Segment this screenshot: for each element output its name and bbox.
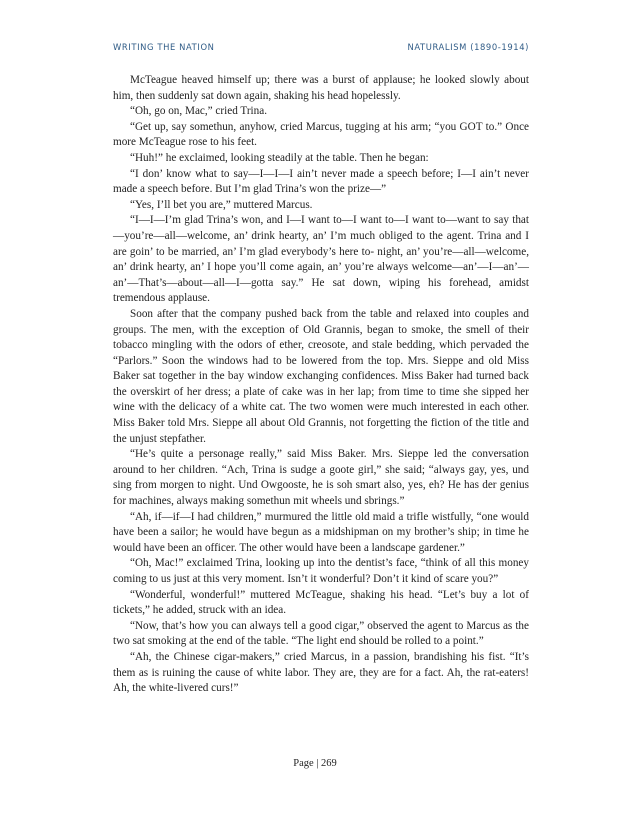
paragraph: “I don’ know what to say—I—I—I ain’t never made a speech before; I—I ain’t never made a speech before. But I’m glad Trina’s won the prize—” xyxy=(113,167,529,196)
paragraph: “Ah, if—if—I had children,” murmured the little old maid a trifle wistfully, “one would have been a sailor; he would have begun as a midshipman on my brother’s ship; in time he would have been an officer. The other would have been a landscape gardener.” xyxy=(113,510,529,554)
paragraph: “Ah, the Chinese cigar-makers,” cried Marcus, in a passion, brandishing his fist. “It’s them as is ruining the cause of white labor. They are, they are for a fact. Ah, the rat-eaters! Ah, the white-livered curs!” xyxy=(113,650,529,695)
header-book-title: WRITING THE NATION xyxy=(113,42,215,52)
running-header xyxy=(113,42,529,54)
body-text xyxy=(113,73,529,697)
paragraph: “He’s quite a personage really,” said Miss Baker. Mrs. Sieppe led the conversation around to her children. “Ach, Trina is sudge a goote girl,” she said; “always gay, yes, und sing from morgen to night. Und Owgooste, he is soh smart also, yes, eh? He has der genius for machines, always making somethun mit wheels und sbrings.” xyxy=(113,448,529,508)
paragraph: “Get up, say somethun, anyhow, cried Marcus, tugging at his arm; “you GOT to.” Once more McTeague rose to his feet. xyxy=(113,120,529,149)
paragraph: Soon after that the company pushed back from the table and relaxed into couples and groups. The men, with the exception of Old Grannis, began to smoke, the smell of their tobacco mingling with the odors of ether, creosote, and stale bedding, which pervaded the “Parlors.” Soon the windows had to be lowered from the top. Mrs. Sieppe and old Miss Baker sat together in the bay window exchanging confidences. Miss Baker had turned back the overskirt of her dress; a plate of cake was in her lap; from time to time she sipped her wine with the delicacy of a white cat. The two women were much interested in each other. Miss Baker told Mrs. Sieppe all about Old Grannis, not forgetting the fiction of the title and the unjust stepfather. xyxy=(113,307,529,445)
paragraph: “Oh, go on, Mac,” cried Trina. xyxy=(130,105,268,118)
paragraph: “Now, that’s how you can always tell a good cigar,” observed the agent to Marcus as the two sat smoking at the end of the table. “The light end should be rolled to a point.” xyxy=(113,619,529,648)
paragraph: “Yes, I’ll bet you are,” muttered Marcus. xyxy=(130,198,313,211)
paragraph: McTeague heaved himself up; there was a burst of applause; he looked slowly about him, then suddenly sat down again, shaking his head hopelessly. xyxy=(113,74,529,102)
header-section-title: NATURALISM (1890-1914) xyxy=(407,42,529,52)
page-number: Page | 269 xyxy=(293,758,337,769)
paragraph: “I—I—I’m glad Trina’s won, and I—I want to—I want to—I want to—want to say that—you’re—all—welcome, an’ drink hearty, an’ I’m much obliged to the agent. Trina and I are goin’ to be married, an’ I’m glad everybody’s here to- night, an’ you’re—all—welcome, an’ drink hearty, an’ I hope you’ll come again, an’ you’re always welcome—an’—I—an’—an’—That’s—about—all—I—gotta say.” He sat down, wiping his forehead, amidst tremendous applause. xyxy=(113,214,529,305)
paragraph: “Wonderful, wonderful!” muttered McTeague, shaking his head. “Let’s buy a lot of tickets,” he added, struck with an idea. xyxy=(113,588,529,617)
paragraph: “Huh!” he exclaimed, looking steadily at the table. Then he began: xyxy=(130,151,429,164)
paragraph: “Oh, Mac!” exclaimed Trina, looking up into the dentist’s face, “think of all this money coming to us just at this very moment. Isn’t it wonderful? Don’t it kind of scare you?” xyxy=(113,557,529,585)
